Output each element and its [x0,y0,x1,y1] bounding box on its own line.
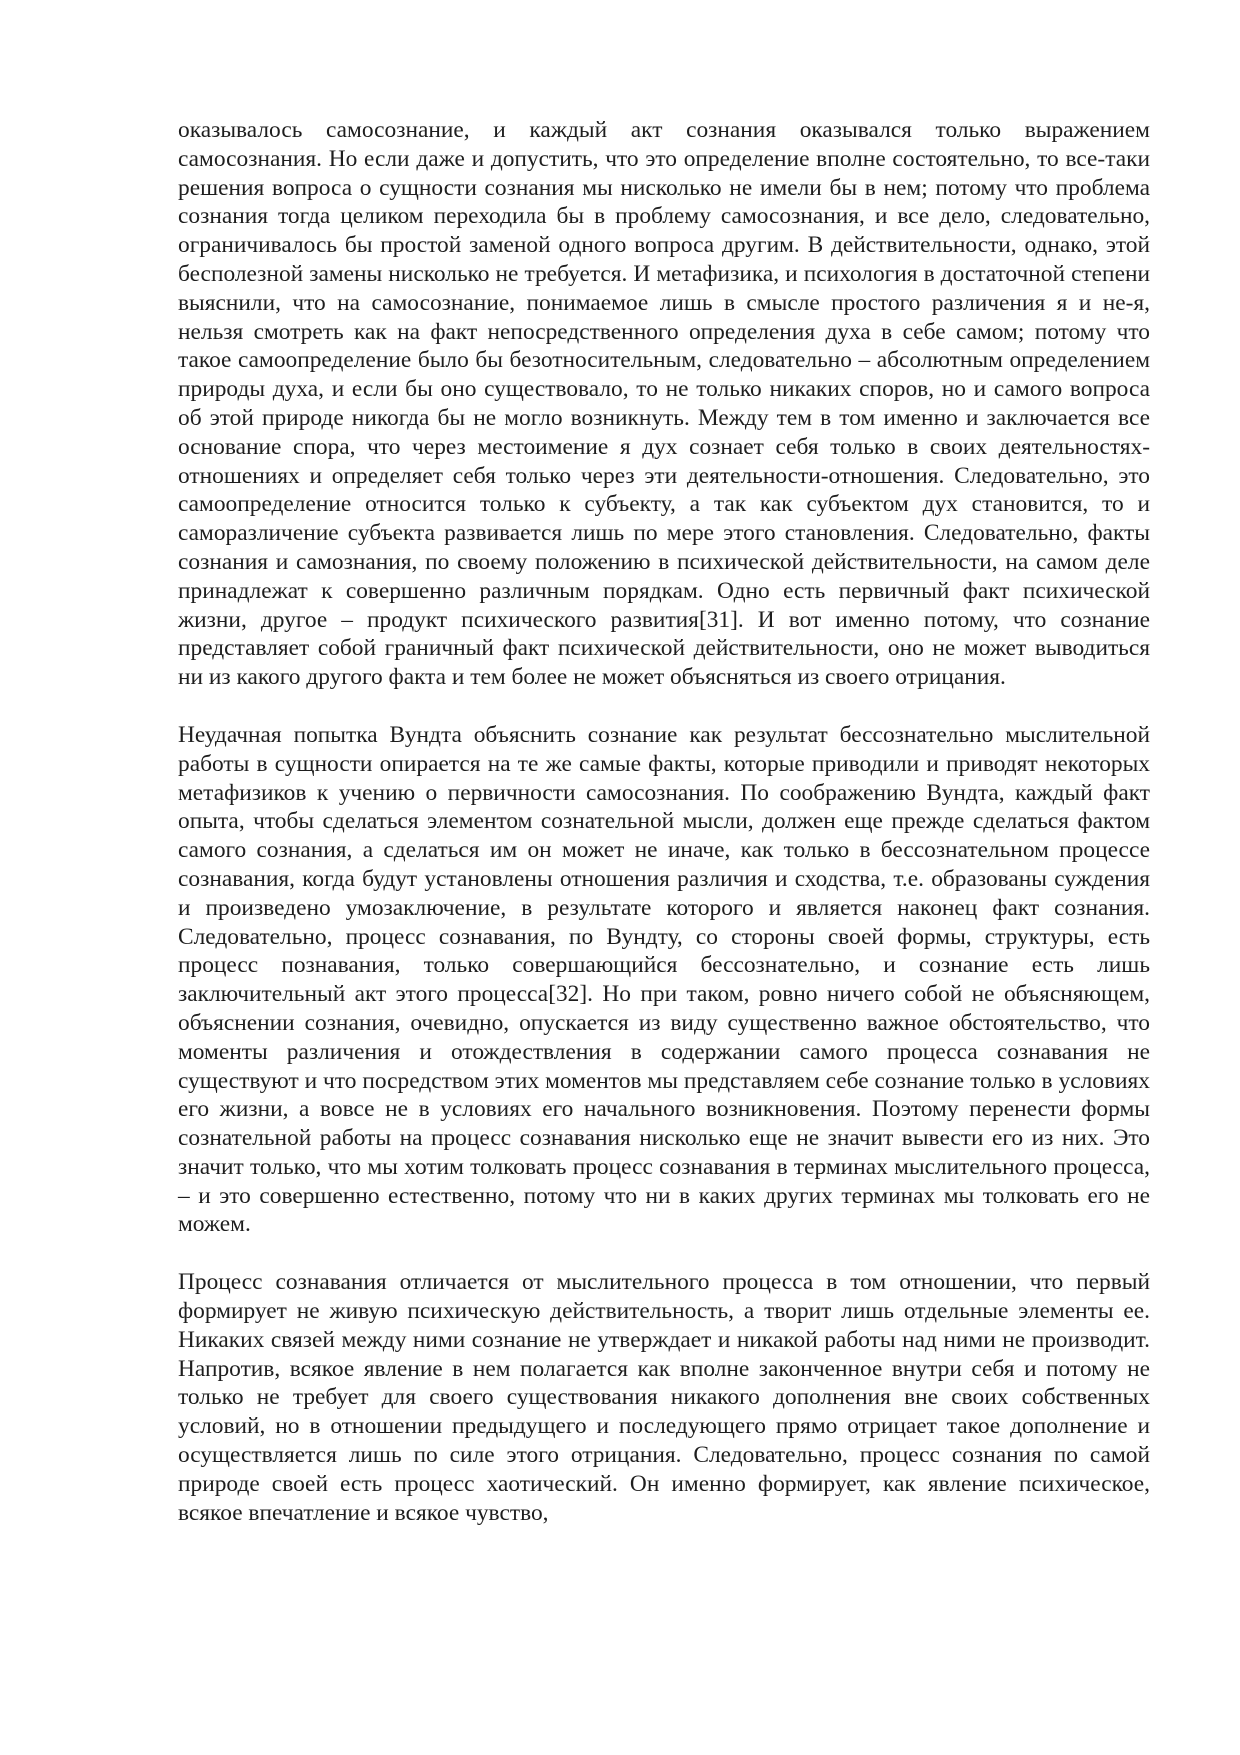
document-page [178,116,1150,1527]
paragraph-process-of-awareness: Процесс сознавания отличается от мыслительного процесса в том отношении, что первый формирует не живую психическую действительность, а творит лишь отдельные элементы ее. Никаких связей между ними сознание не утверждает и никакой работы над ними не производит. Напротив, всякое явление в нем полагается как вполне законченное внутри себя и потому не только не требует для своего существования никакого дополнения вне своих собственных условий, но в отношении предыдущего и последующего прямо отрицает такое дополнение и осуществляется лишь по силе этого отрицания. Следовательно, процесс сознания по самой природе своей есть процесс хаотический. Он именно формирует, как явление психическое, всякое впечатление и всякое чувство, [178,1269,1150,1526]
paragraph-self-consciousness: оказывалось самосознание, и каждый акт сознания оказывался только выражением самосознания. Но если даже и допустить, что это определение вполне состоятельно, то все-таки решения вопроса о сущности сознания мы нисколько не имели бы в нем; потому что проблема сознания тогда целиком переходила бы в проблему самосознания, и все дело, следовательно, ограничивалось бы простой заменой одного вопроса другим. В действительности, однако, этой бесполезной замены нисколько не требуется. И метафизика, и психология в достаточной степени выяснили, что на самосознание, понимаемое лишь в смысле простого различения я и не-я, нельзя смотреть как на факт непосредственного определения духа в себе самом; потому что такое самоопределение было бы безотносительным, следовательно – абсолютным определением природы духа, и если бы оно существовало, то не только никаких споров, но и самого вопроса об этой природе никогда бы не могло возникнуть. Между тем в том именно и заключается все основание спора, что через местоимение я дух сознает себя только в своих деятельностях-отношениях и определяет себя только через эти деятельности-отношения. Следовательно, это самоопределение относится только к субъекту, а так как субъектом дух становится, то и саморазличение субъекта развивается лишь по мере этого становления. Следовательно, факты сознания и самознания, по своему положению в психической действительности, на самом деле принадлежат к совершенно различным порядкам. Одно есть первичный факт психической жизни, другое – продукт психического развития[31]. И вот именно потому, что сознание представляет собой граничный факт психической действительности, оно не может выводиться ни из какого другого факта и тем более не может объясняться из своего отрицания. [178,117,1150,691]
paragraph-wundt: Неудачная попытка Вундта объяснить сознание как результат бессознательно мыслительной работы в сущности опирается на те же самые факты, которые приводили и приводят некоторых метафизиков к учению о первичности самосознания. По соображению Вундта, каждый факт опыта, чтобы сделаться элементом сознательной мысли, должен еще прежде сделаться фактом самого сознания, а сделаться им он может не иначе, как только в бессознательном процессе сознавания, когда будут установлены отношения различия и сходства, т.е. образованы суждения и произведено умозаключение, в результате которого и является наконец факт сознания. Следовательно, процесс сознавания, по Вундту, со стороны своей формы, структуры, есть процесс познавания, только совершающийся бессознательно, и сознание есть лишь заключительный акт этого процесса[32]. Но при таком, ровно ничего собой не объясняющем, объяснении сознания, очевидно, опускается из виду существенно важное обстоятельство, что моменты различения и отождествления в содержании самого процесса сознавания не существуют и что посредством этих моментов мы представляем себе сознание только в условиях его жизни, а вовсе не в условиях его начального возникновения. Поэтому перенести формы сознательной работы на процесс сознавания нисколько еще не значит вывести его из них. Это значит только, что мы хотим толковать процесс сознавания в терминах мыслительного процесса, – и это совершенно естественно, потому что ни в каких других терминах мы толковать его не можем. [178,721,1150,1238]
